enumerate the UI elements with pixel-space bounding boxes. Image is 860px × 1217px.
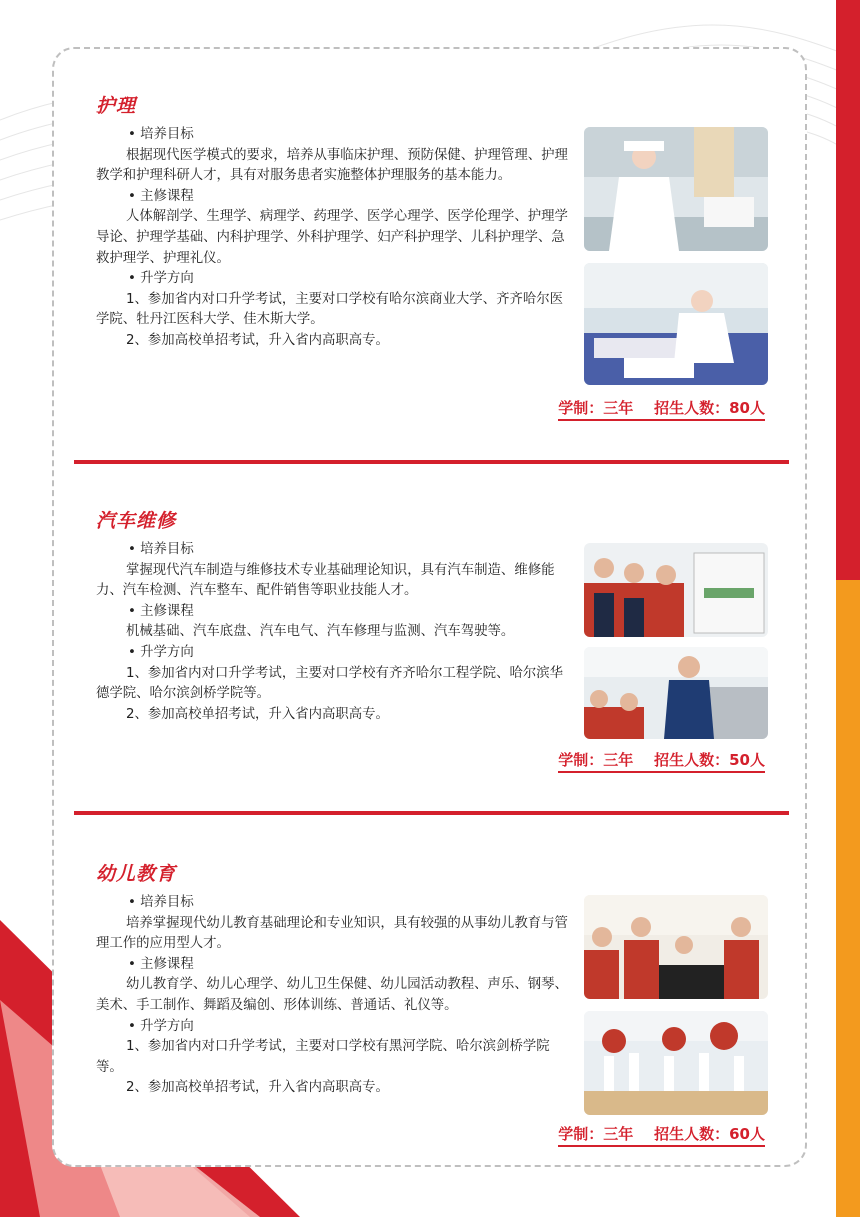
section-footer: 学制：三年 招生人数：80人 bbox=[558, 397, 765, 421]
right-accent-bar-orange bbox=[836, 580, 860, 1217]
section-title: 护理 bbox=[96, 95, 137, 117]
path-label: • 升学方向 bbox=[128, 271, 194, 287]
section-footer: 学制：三年 招生人数：60人 bbox=[558, 1123, 765, 1147]
section-text bbox=[96, 893, 576, 1099]
path-item-2: 2、参加高校单招考试，升入省内高职高专。 bbox=[126, 1080, 389, 1096]
course-text: 机械基础、汽车底盘、汽车电气、汽车修理与监测、汽车驾驶等。 bbox=[126, 624, 515, 640]
right-accent-bar-red bbox=[836, 0, 860, 600]
course-text: 幼儿教育学、幼儿心理学、幼儿卫生保健、幼儿园活动教程、声乐、钢琴、美术、手工制作、舞蹈及编创、形体训练、普通话、礼仪等。 bbox=[96, 977, 568, 1013]
section-footer: 学制：三年 招生人数：50人 bbox=[558, 749, 765, 773]
goal-label: • 培养目标 bbox=[128, 542, 194, 557]
course-label: • 主修课程 bbox=[128, 188, 194, 204]
auto-photo-2 bbox=[584, 647, 768, 739]
path-item-1: 1、参加省内对口升学考试，主要对口学校有齐齐哈尔工程学院、哈尔滨华德学院、哈尔滨剑桥学院等。 bbox=[96, 665, 564, 702]
path-label: • 升学方向 bbox=[128, 644, 194, 660]
section-title: 汽车维修 bbox=[96, 510, 177, 532]
auto-photo-1 bbox=[584, 543, 768, 637]
goal-text: 培养掌握现代幼儿教育基础理论和专业知识，具有较强的从事幼儿教育与管理工作的应用型人才。 bbox=[96, 915, 568, 952]
goal-label: • 培养目标 bbox=[128, 895, 194, 910]
path-label: • 升学方向 bbox=[128, 1018, 194, 1034]
section-text bbox=[96, 540, 576, 725]
path-item-1: 1、参加省内对口升学考试，主要对口学校有哈尔滨商业大学、齐齐哈尔医学院、牡丹江医科大学、佳木斯大学。 bbox=[96, 291, 564, 328]
section-divider bbox=[74, 811, 789, 815]
course-text: 人体解剖学、生理学、病理学、药理学、医学心理学、医学伦理学、护理学导论、护理学基础、内科护理学、外科护理学、妇产科护理学、儿科护理学、急救护理学、护理礼仪。 bbox=[96, 209, 568, 266]
nursing-photo-2 bbox=[584, 263, 768, 385]
goal-label: • 培养目标 bbox=[128, 127, 194, 142]
nursing-photo-1 bbox=[584, 127, 768, 251]
section-title: 幼儿教育 bbox=[96, 863, 177, 885]
path-item-2: 2、参加高校单招考试，升入省内高职高专。 bbox=[126, 332, 389, 348]
path-item-2: 2、参加高校单招考试，升入省内高职高专。 bbox=[126, 706, 389, 722]
path-item-1: 1、参加省内对口升学考试，主要对口学校有黑河学院、哈尔滨剑桥学院等。 bbox=[96, 1039, 550, 1075]
goal-text: 根据现代医学模式的要求，培养从事临床护理、预防保健、护理管理、护理教学和护理科研人才，具有对服务患者实施整体护理服务的基本能力。 bbox=[96, 147, 568, 184]
section-text bbox=[96, 125, 576, 352]
content-card bbox=[52, 47, 807, 1167]
section-divider bbox=[74, 460, 789, 464]
course-label: • 主修课程 bbox=[128, 603, 194, 619]
education-photo-2 bbox=[584, 1011, 768, 1115]
course-label: • 主修课程 bbox=[128, 956, 194, 972]
goal-text: 掌握现代汽车制造与维修技术专业基础理论知识，具有汽车制造、维修能力、汽车检测、汽车整车、配件销售等职业技能人才。 bbox=[96, 562, 555, 599]
education-photo-1 bbox=[584, 895, 768, 999]
